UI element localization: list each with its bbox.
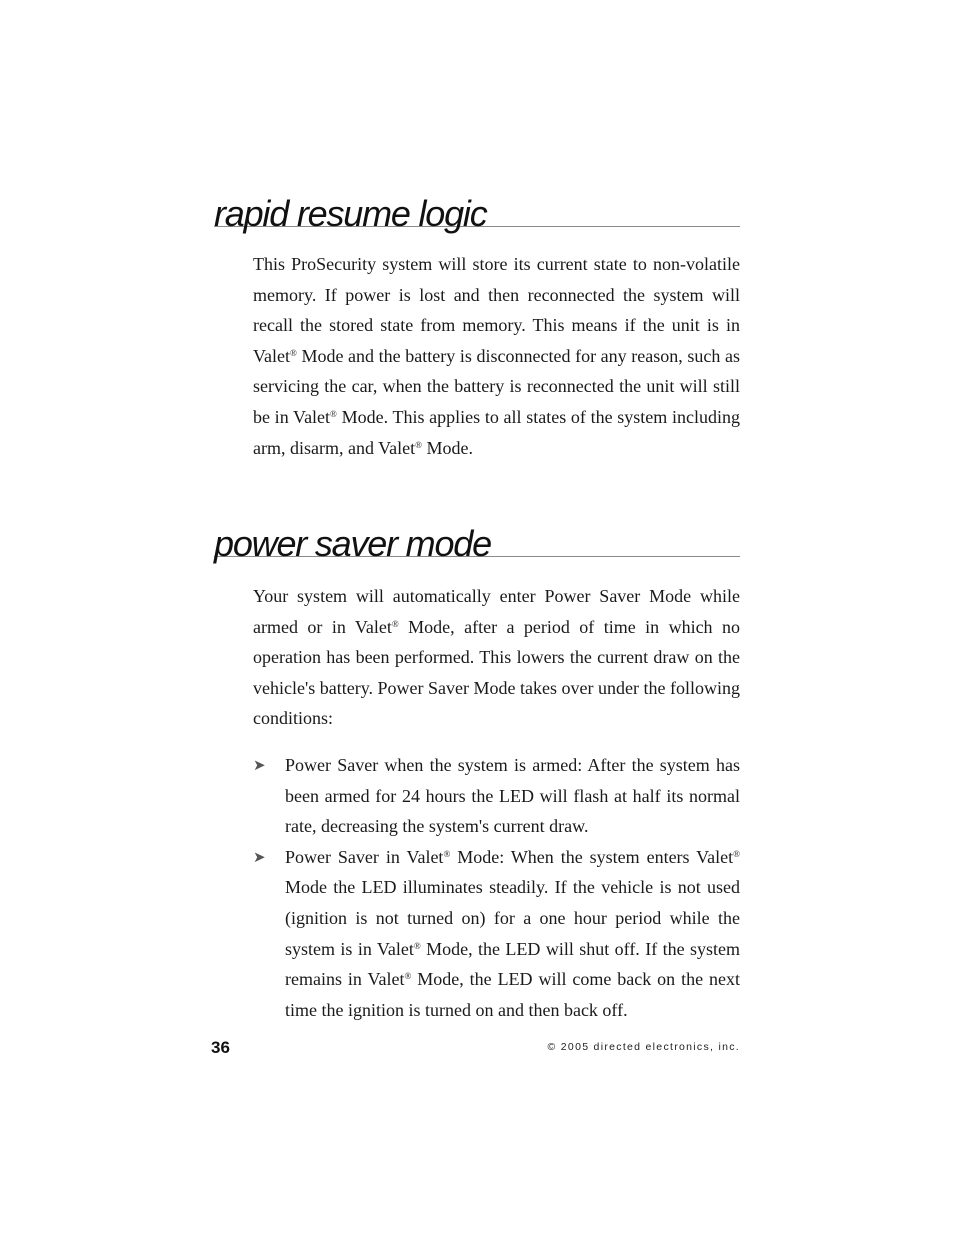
text-run: Mode, the LED will shut off. If the system remains in Valet: [285, 938, 741, 990]
list-item: [253, 842, 740, 1026]
registered-mark: ®: [413, 940, 421, 951]
registered-mark: ®: [443, 848, 451, 859]
list-item-text: [285, 750, 740, 842]
list-item: [253, 750, 740, 842]
text-run: Power Saver in Valet: [285, 846, 444, 867]
text-run: Mode and the battery is disconnected for any reason, such as servicing the car, when the battery is reconnected the unit will still be in Valet: [253, 345, 740, 427]
text-run: Your system will automatically enter Power Saver Mode while armed or in Valet: [253, 586, 740, 637]
arrow-bullet-icon: ➤: [253, 847, 266, 866]
registered-mark: ®: [330, 408, 337, 419]
text-run: Mode.: [421, 437, 473, 458]
registered-mark: ®: [733, 848, 740, 859]
arrow-bullet-icon: ➤: [253, 756, 266, 774]
text-run: This ProSecurity system will store its current state to non-volatile memory. If power is lost and then reconnected the system will recall the stored state from memory. This means if the unit is in Valet: [253, 254, 740, 366]
list-item-text: [285, 842, 740, 1026]
section-title: power saver mode: [214, 523, 491, 564]
power-saver-paragraph: [253, 581, 740, 734]
text-run: Mode, the LED will come back on the next time the ignition is turned on and then back off.: [285, 969, 741, 1020]
copyright-notice: © 2005 directed electronics, inc.: [547, 1041, 740, 1053]
registered-mark: ®: [404, 971, 412, 982]
rapid-resume-paragraph: [253, 249, 740, 463]
text-run: Mode, after a period of time in which no operation has been performed. This lowers the current draw on the vehicle's battery. Power Saver Mode takes over under the following conditions:: [253, 616, 740, 729]
section-heading-rapid-resume-logic: [214, 188, 740, 234]
registered-mark: ®: [415, 439, 422, 450]
text-run: Power Saver when the system is armed: After the system has been armed for 24 hours the LED will flash at half its normal rate, decreasing the system's current draw.: [285, 755, 740, 837]
page-number: 36: [211, 1038, 230, 1057]
section-title: rapid resume logic: [214, 193, 487, 234]
text-run: Mode: When the system enters Valet: [450, 846, 734, 867]
power-saver-conditions-list: [253, 750, 740, 1025]
text-run: Mode. This applies to all states of the system including arm, disarm, and Valet: [253, 406, 740, 458]
registered-mark: ®: [391, 618, 399, 629]
section-heading-power-saver-mode: [214, 518, 740, 564]
registered-mark: ®: [289, 347, 297, 358]
text-run: Mode the LED illuminates steadily. If the vehicle is not used (ignition is not turned on) for a one hour period while the system is in Valet: [285, 877, 740, 959]
